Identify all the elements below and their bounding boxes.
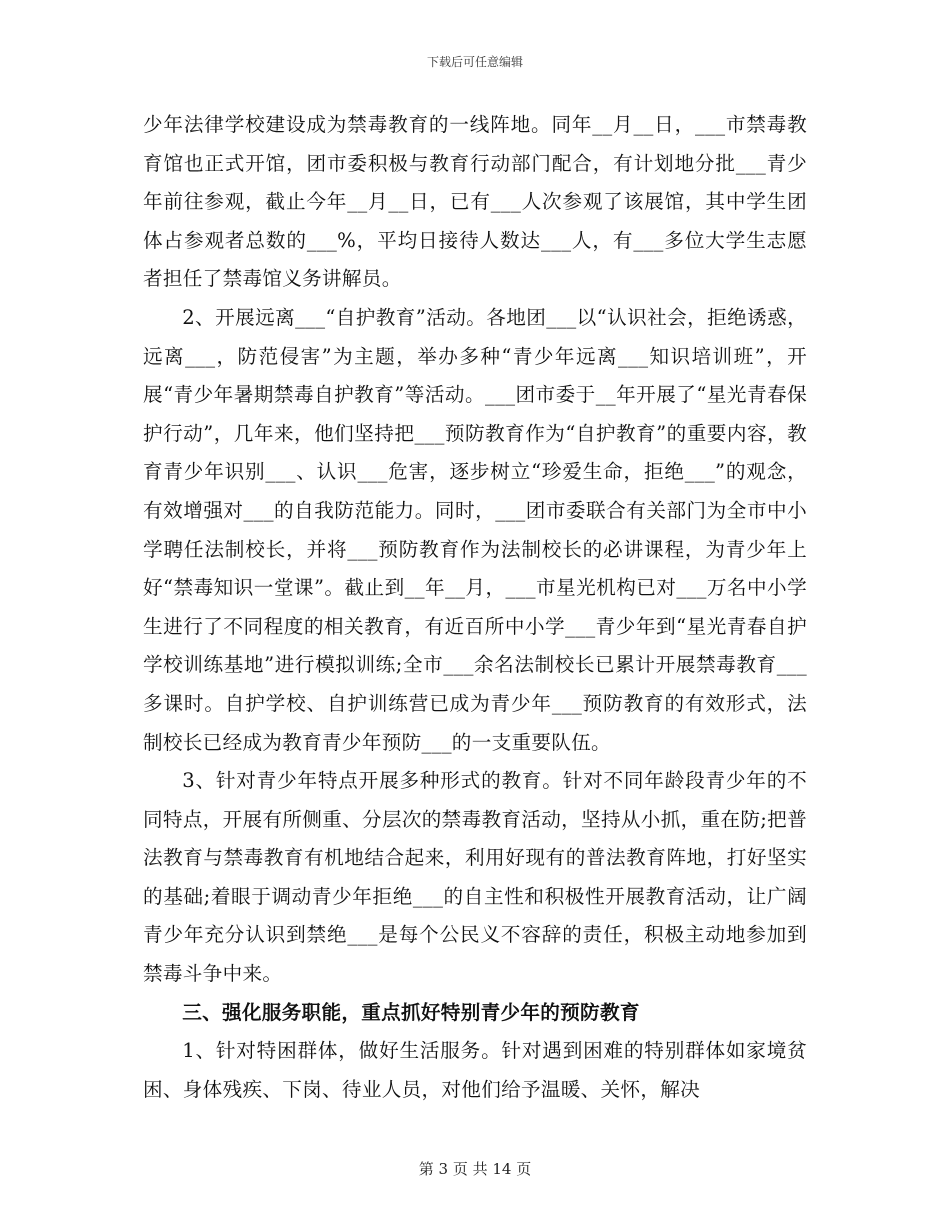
- paragraph-3: 3、针对青少年特点开展多种形式的教育。针对不同年龄段青少年的不同特点，开展有所侧重、分层次的禁毒教育活动，坚持从小抓，重在防;把普法教育与禁毒教育有机地结合起来，利用好现有的普法教育阵地，打好坚实的基础;着眼于调动青少年拒绝___的自主性和积极性开展教育活动，让广阔青少年充分认识到禁绝___是每个公民义不容辞的责任，积极主动地参加到禁毒斗争中来。: [143, 769, 807, 986]
- section-heading: 三、强化服务职能，重点抓好特别青少年的预防教育: [182, 1000, 640, 1024]
- document-body: [143, 106, 807, 1109]
- paragraph-4: 1、针对特困群体，做好生活服务。针对遇到困难的特别群体如家境贫困、身体残疾、下岗、待业人员，对他们给予温暖、关怀，解决: [143, 1039, 807, 1101]
- paragraph-2: 2、开展远离___“自护教育”活动。各地团___以“认识社会，拒绝诱惑，远离___，防范侵害”为主题，举办多种“青少年远离___知识培训班”，开展“青少年暑期禁毒自护教育”等活动。___团市委于__年开展了“星光青春保护行动”，几年来，他们坚持把___预防教育作为“自护教育”的重要内容，教育青少年识别___、认识___危害，逐步树立“珍爱生命，拒绝___”的观念，有效增强对___的自我防范能力。同时，___团市委联合有关部门为全市中小学聘任法制校长，并将___预防教育作为法制校长的必讲课程，为青少年上好“禁毒知识一堂课”。截止到__年__月，___市星光机构已对___万名中小学生进行了不同程度的相关教育，有近百所中小学___青少年到“星光青春自护学校训练基地”进行模拟训练;全市___余名法制校长已累计开展禁毒教育___多课时。自护学校、自护训练营已成为青少年___预防教育的有效形式，法制校长已经成为教育青少年预防___的一支重要队伍。: [143, 305, 807, 754]
- page-number: 第 3 页 共 14 页: [418, 1160, 532, 1178]
- page-header-note: 下载后可任意编辑: [426, 55, 523, 69]
- paragraph-1: 少年法律学校建设成为禁毒教育的一线阵地。同年__月__日，___市禁毒教育馆也正式开馆，团市委积极与教育行动部门配合，有计划地分批___青少年前往参观，截止今年__月__日，已有___人次参观了该展馆，其中学生团体占参观者总数的___%，平均日接待人数达___人，有___多位大学生志愿者担任了禁毒馆义务讲解员。: [143, 113, 807, 291]
